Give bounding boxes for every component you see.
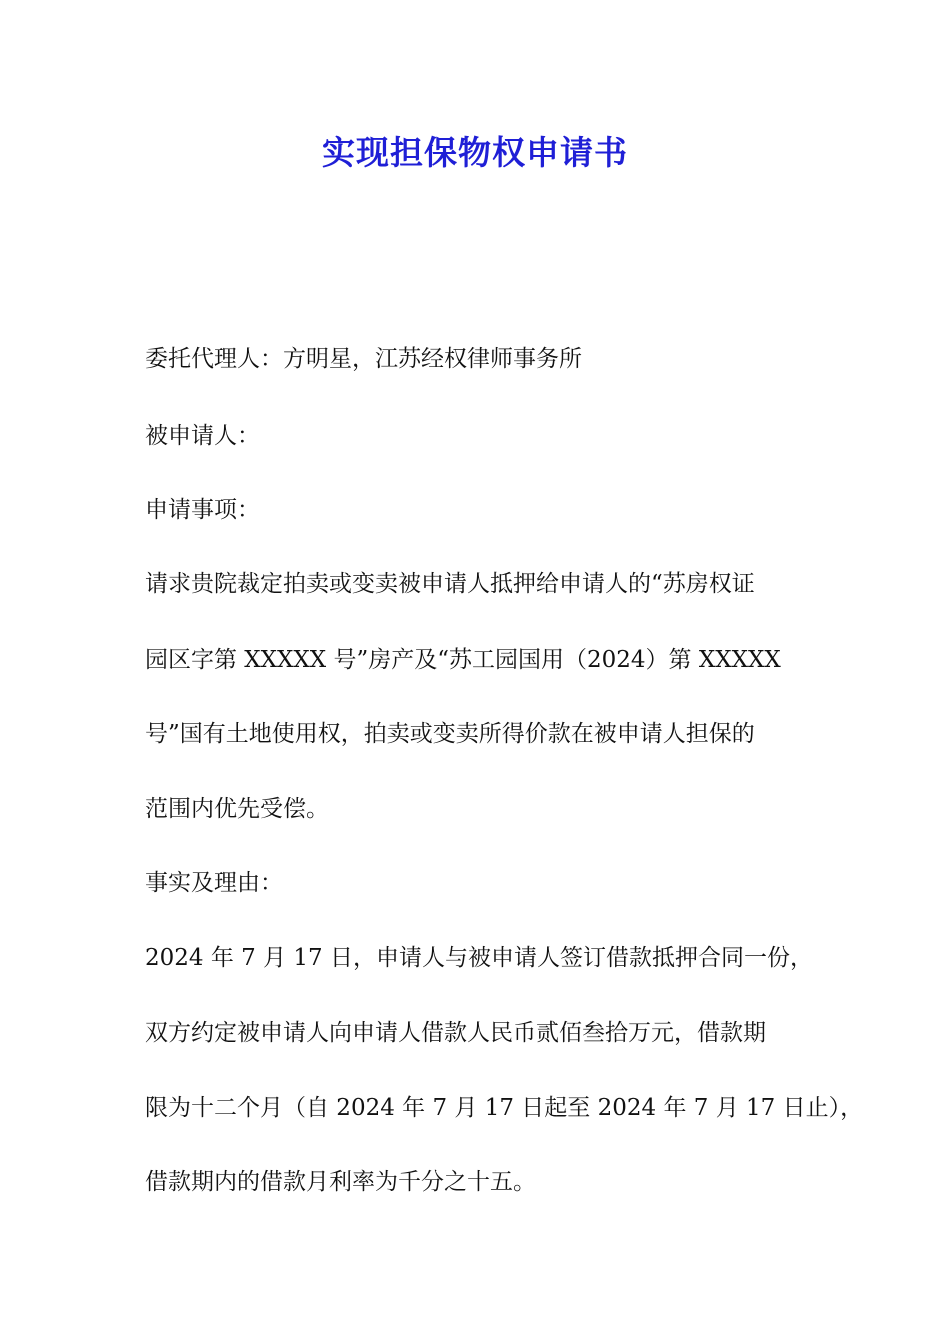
facts-heading: 事实及理由： — [145, 870, 283, 896]
facts-text-line: 借款期内的借款月利率为千分之十五。 — [145, 1169, 536, 1195]
agent-line: 委托代理人：方明星，江苏经权律师事务所 — [145, 346, 582, 372]
facts-text-line: 限为十二个月（自 2024 年 7 月 17 日起至 2024 年 7 月 17 日止）， — [145, 1095, 864, 1121]
request-heading: 申请事项： — [145, 497, 260, 523]
request-text-line: 号”国有土地使用权，拍卖或变卖所得价款在被申请人担保的 — [145, 721, 755, 747]
document-title: 实现担保物权申请书 — [322, 133, 628, 172]
request-text-line: 园区字第 XXXXX 号”房产及“苏工园国用（2024）第 XXXXX — [145, 647, 781, 673]
facts-text-line: 双方约定被申请人向申请人借款人民币贰佰叁拾万元，借款期 — [145, 1020, 766, 1046]
respondent-line: 被申请人： — [145, 423, 260, 449]
request-text-line: 请求贵院裁定拍卖或变卖被申请人抵押给申请人的“苏房权证 — [145, 571, 755, 597]
request-text-line: 范围内优先受偿。 — [145, 796, 329, 822]
facts-text-line: 2024 年 7 月 17 日，申请人与被申请人签订借款抵押合同一份， — [145, 945, 813, 971]
